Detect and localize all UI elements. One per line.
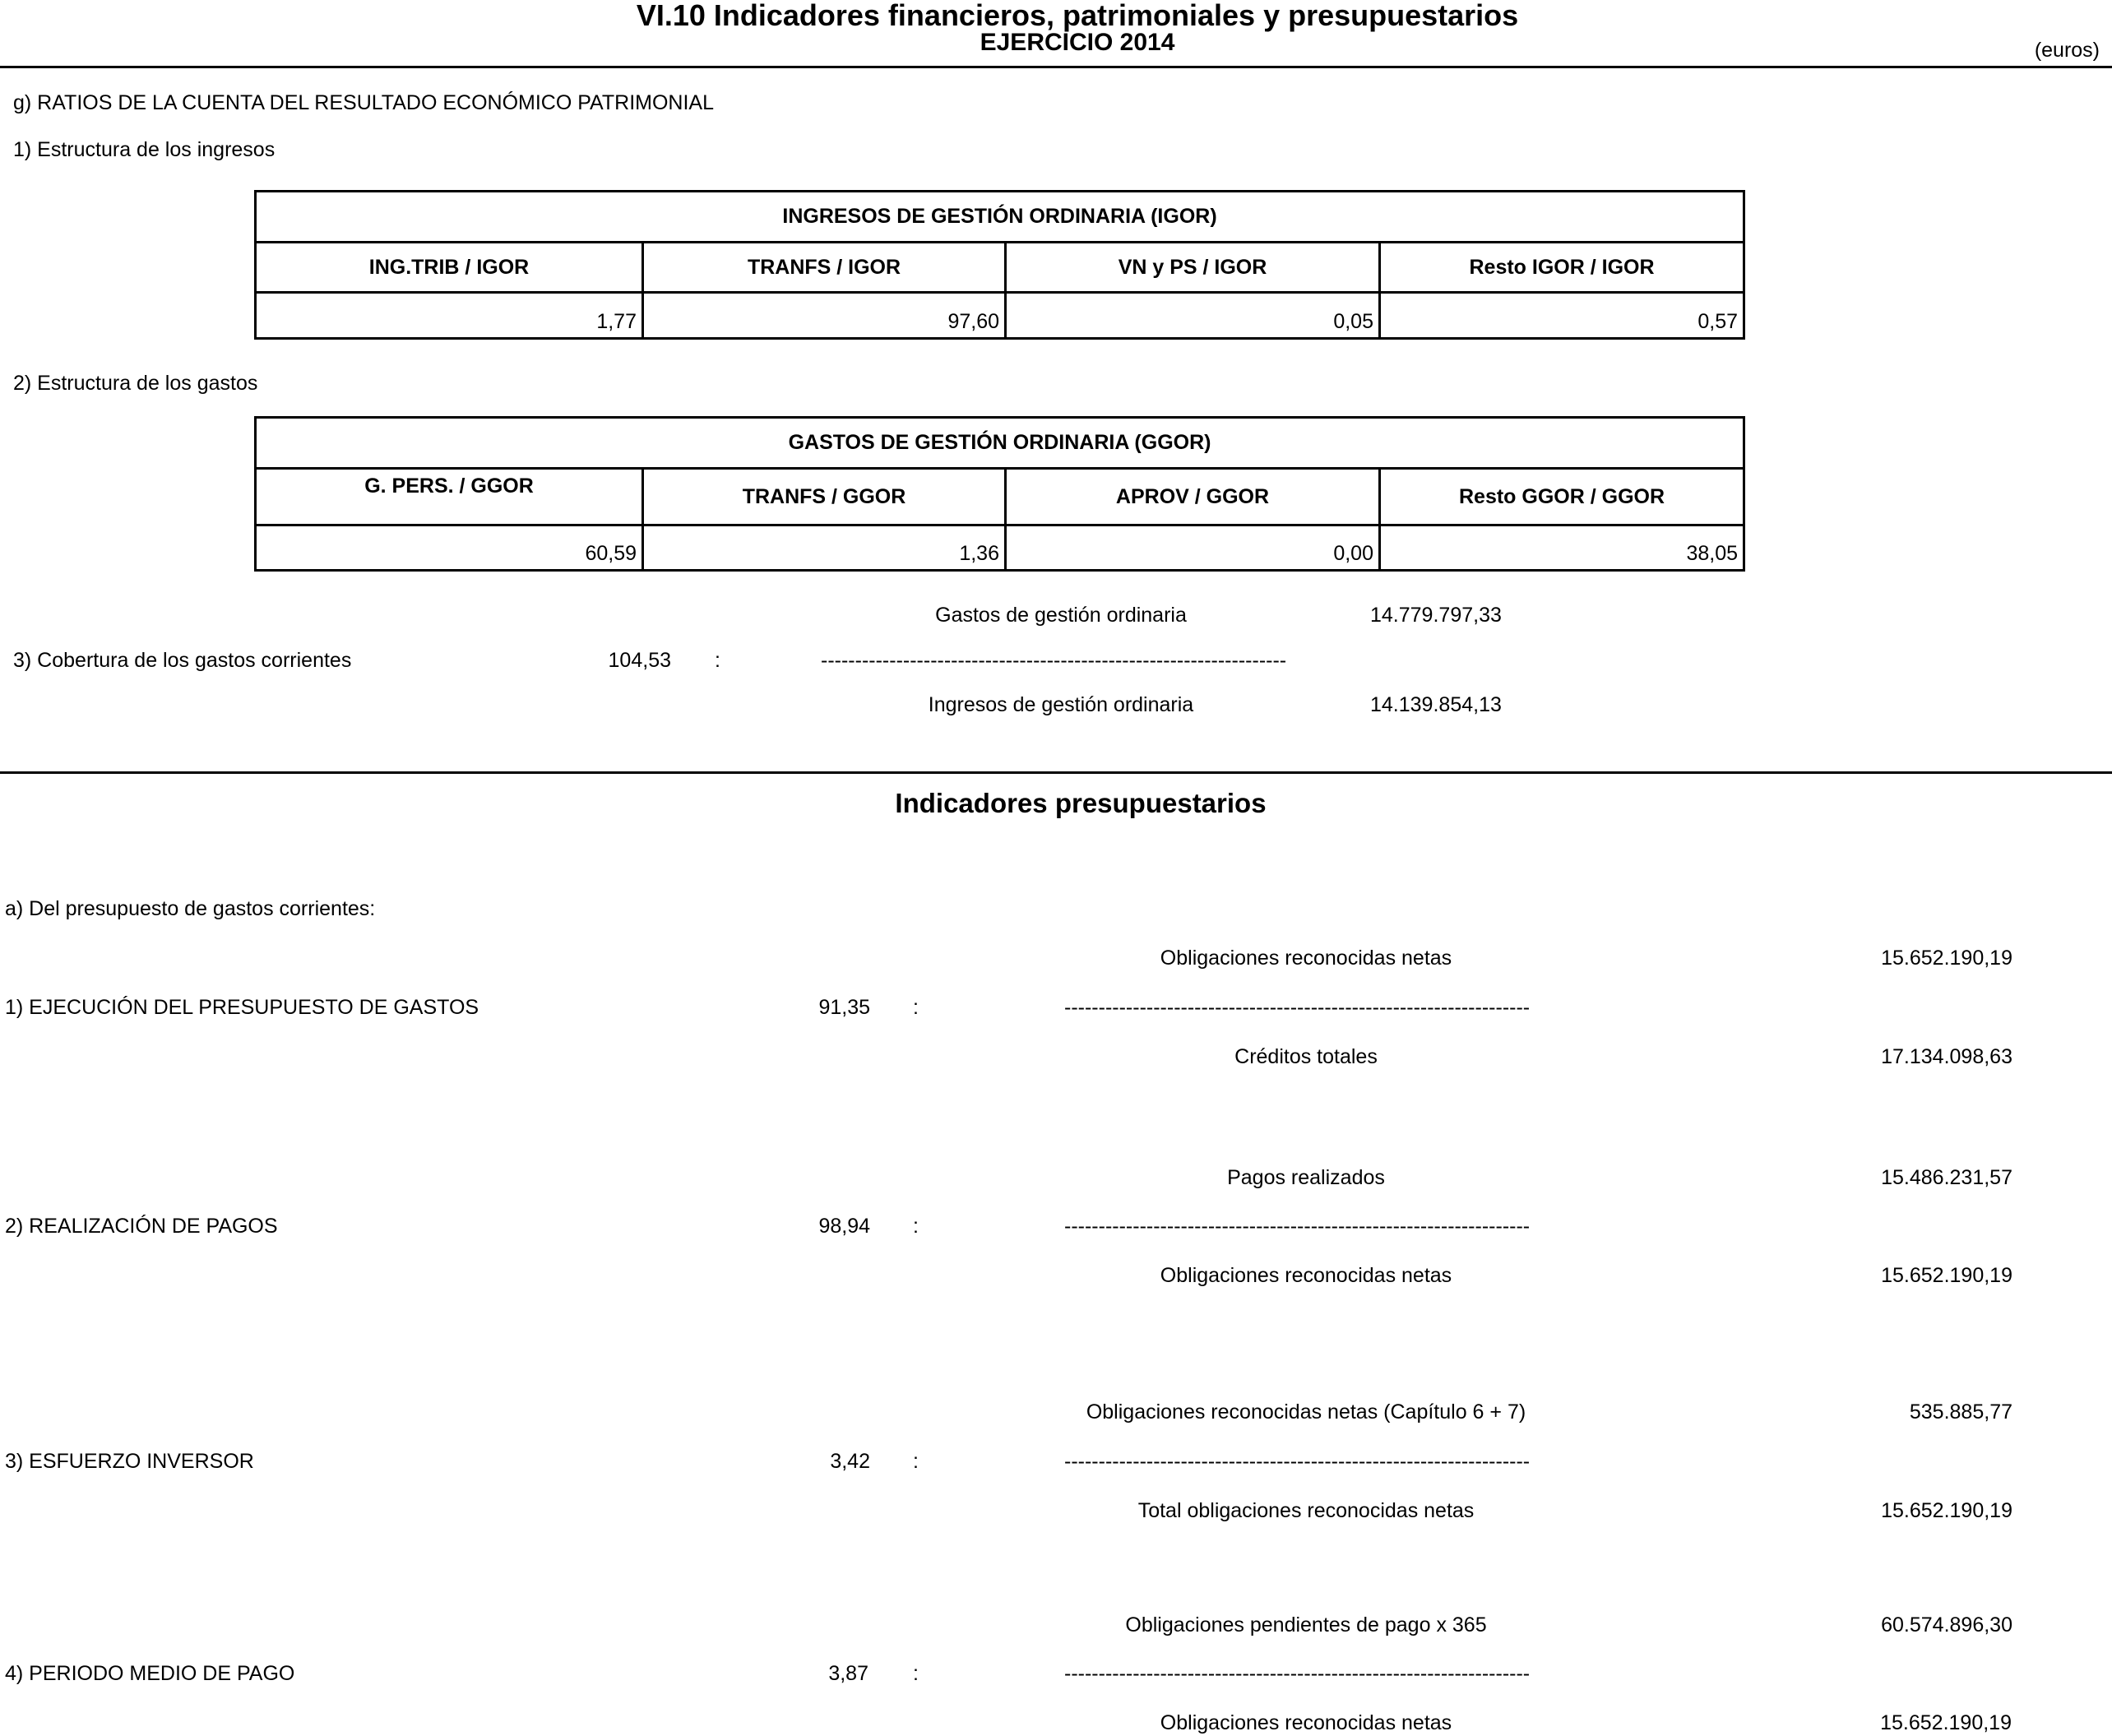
gastos-col-header: APROV / GGOR	[1006, 469, 1380, 525]
indicator-denominator-value: 15.652.190,19	[1880, 1711, 2012, 1734]
section-g-heading: g) RATIOS DE LA CUENTA DEL RESULTADO ECONÓMICO PATRIMONIAL	[13, 91, 714, 114]
ingresos-col-header: VN y PS / IGOR	[1006, 243, 1380, 293]
indicator-numerator-value: 60.574.896,30	[1881, 1613, 2012, 1636]
ingresos-value: 1,77	[256, 293, 643, 339]
indicator-label: 3) ESFUERZO INVERSOR	[5, 1450, 254, 1473]
ingresos-table-title: INGRESOS DE GESTIÓN ORDINARIA (IGOR)	[256, 192, 1744, 243]
indicator-numerator-value: 535.885,77	[1909, 1400, 2012, 1424]
cobertura-denominator-label: Ingresos de gestión ordinaria	[928, 693, 1194, 716]
gastos-value: 60,59	[256, 525, 643, 571]
indicator-colon: :	[913, 1215, 919, 1238]
indicator-denominator-label: Total obligaciones reconocidas netas	[1137, 1499, 1475, 1522]
presupuestarios-subheading: a) Del presupuesto de gastos corrientes:	[5, 897, 376, 920]
indicator-denominator-label: Obligaciones reconocidas netas	[1160, 1711, 1452, 1734]
gastos-col-header: TRANFS / GGOR	[643, 469, 1006, 525]
indicator-numerator-value: 15.486.231,57	[1881, 1166, 2012, 1189]
indicator-colon: :	[913, 1450, 919, 1473]
presupuestarios-title: Indicadores presupuestarios	[895, 788, 1267, 818]
ingresos-col-header: TRANFS / IGOR	[643, 243, 1006, 293]
indicator-value: 98,94	[818, 1215, 870, 1238]
indicator-numerator-label: Obligaciones reconocidas netas	[1160, 947, 1452, 970]
indicator-denominator-value: 15.652.190,19	[1881, 1499, 2012, 1522]
indicator-label: 2) REALIZACIÓN DE PAGOS	[5, 1215, 278, 1238]
indicator-divider: --------------------------------------------------------------------	[1064, 1215, 1531, 1238]
header-rule	[0, 66, 2112, 68]
cobertura-numerator-value: 14.779.797,33	[1370, 604, 1502, 627]
indicator-value: 3,42	[830, 1450, 870, 1473]
indicator-value: 91,35	[818, 996, 870, 1019]
ingresos-value: 97,60	[643, 293, 1006, 339]
gastos-value: 1,36	[643, 525, 1006, 571]
indicator-colon: :	[913, 996, 919, 1019]
indicator-value: 3,87	[828, 1662, 868, 1685]
gastos-value: 0,00	[1006, 525, 1380, 571]
indicator-divider: --------------------------------------------------------------------	[1064, 996, 1531, 1019]
indicator-divider: --------------------------------------------------------------------	[1064, 1662, 1531, 1685]
indicator-numerator-label: Obligaciones pendientes de pago x 365	[1125, 1613, 1487, 1636]
gastos-value: 38,05	[1380, 525, 1744, 571]
indicator-numerator-label: Obligaciones reconocidas netas (Capítulo 6 + 7)	[1086, 1400, 1526, 1424]
units-label: (euros)	[2034, 39, 2100, 62]
indicator-colon: :	[913, 1662, 919, 1685]
ingresos-col-header: ING.TRIB / IGOR	[256, 243, 643, 293]
gastos-label: 2) Estructura de los gastos	[13, 372, 258, 395]
cobertura-numerator-label: Gastos de gestión ordinaria	[935, 604, 1187, 627]
indicator-denominator-value: 17.134.098,63	[1881, 1045, 2012, 1068]
indicator-denominator-label: Créditos totales	[1234, 1045, 1378, 1068]
gastos-col-header: G. PERS. / GGOR	[256, 469, 643, 525]
page-subtitle: EJERCICIO 2014	[980, 29, 1175, 56]
gastos-table	[254, 416, 1745, 572]
section-rule	[0, 771, 2112, 774]
cobertura-colon: :	[715, 649, 720, 672]
indicator-label: 1) EJECUCIÓN DEL PRESUPUESTO DE GASTOS	[5, 996, 479, 1019]
ingresos-table	[254, 190, 1745, 340]
indicator-numerator-label: Pagos realizados	[1227, 1166, 1385, 1189]
cobertura-label: 3) Cobertura de los gastos corrientes	[13, 649, 352, 672]
ingresos-label: 1) Estructura de los ingresos	[13, 138, 276, 161]
indicator-divider: --------------------------------------------------------------------	[1064, 1450, 1531, 1473]
indicator-numerator-value: 15.652.190,19	[1881, 947, 2012, 970]
indicator-label: 4) PERIODO MEDIO DE PAGO	[5, 1662, 295, 1685]
ingresos-col-header: Resto IGOR / IGOR	[1380, 243, 1744, 293]
cobertura-value: 104,53	[608, 649, 671, 672]
cobertura-divider: --------------------------------------------------------------------	[821, 649, 1287, 672]
indicator-denominator-label: Obligaciones reconocidas netas	[1160, 1264, 1452, 1287]
cobertura-denominator-value: 14.139.854,13	[1370, 693, 1502, 716]
gastos-table-title: GASTOS DE GESTIÓN ORDINARIA (GGOR)	[256, 418, 1744, 469]
page-title: VI.10 Indicadores financieros, patrimoniales y presupuestarios	[636, 0, 1519, 32]
ingresos-value: 0,05	[1006, 293, 1380, 339]
indicator-denominator-value: 15.652.190,19	[1881, 1264, 2012, 1287]
gastos-col-header: Resto GGOR / GGOR	[1380, 469, 1744, 525]
ingresos-value: 0,57	[1380, 293, 1744, 339]
